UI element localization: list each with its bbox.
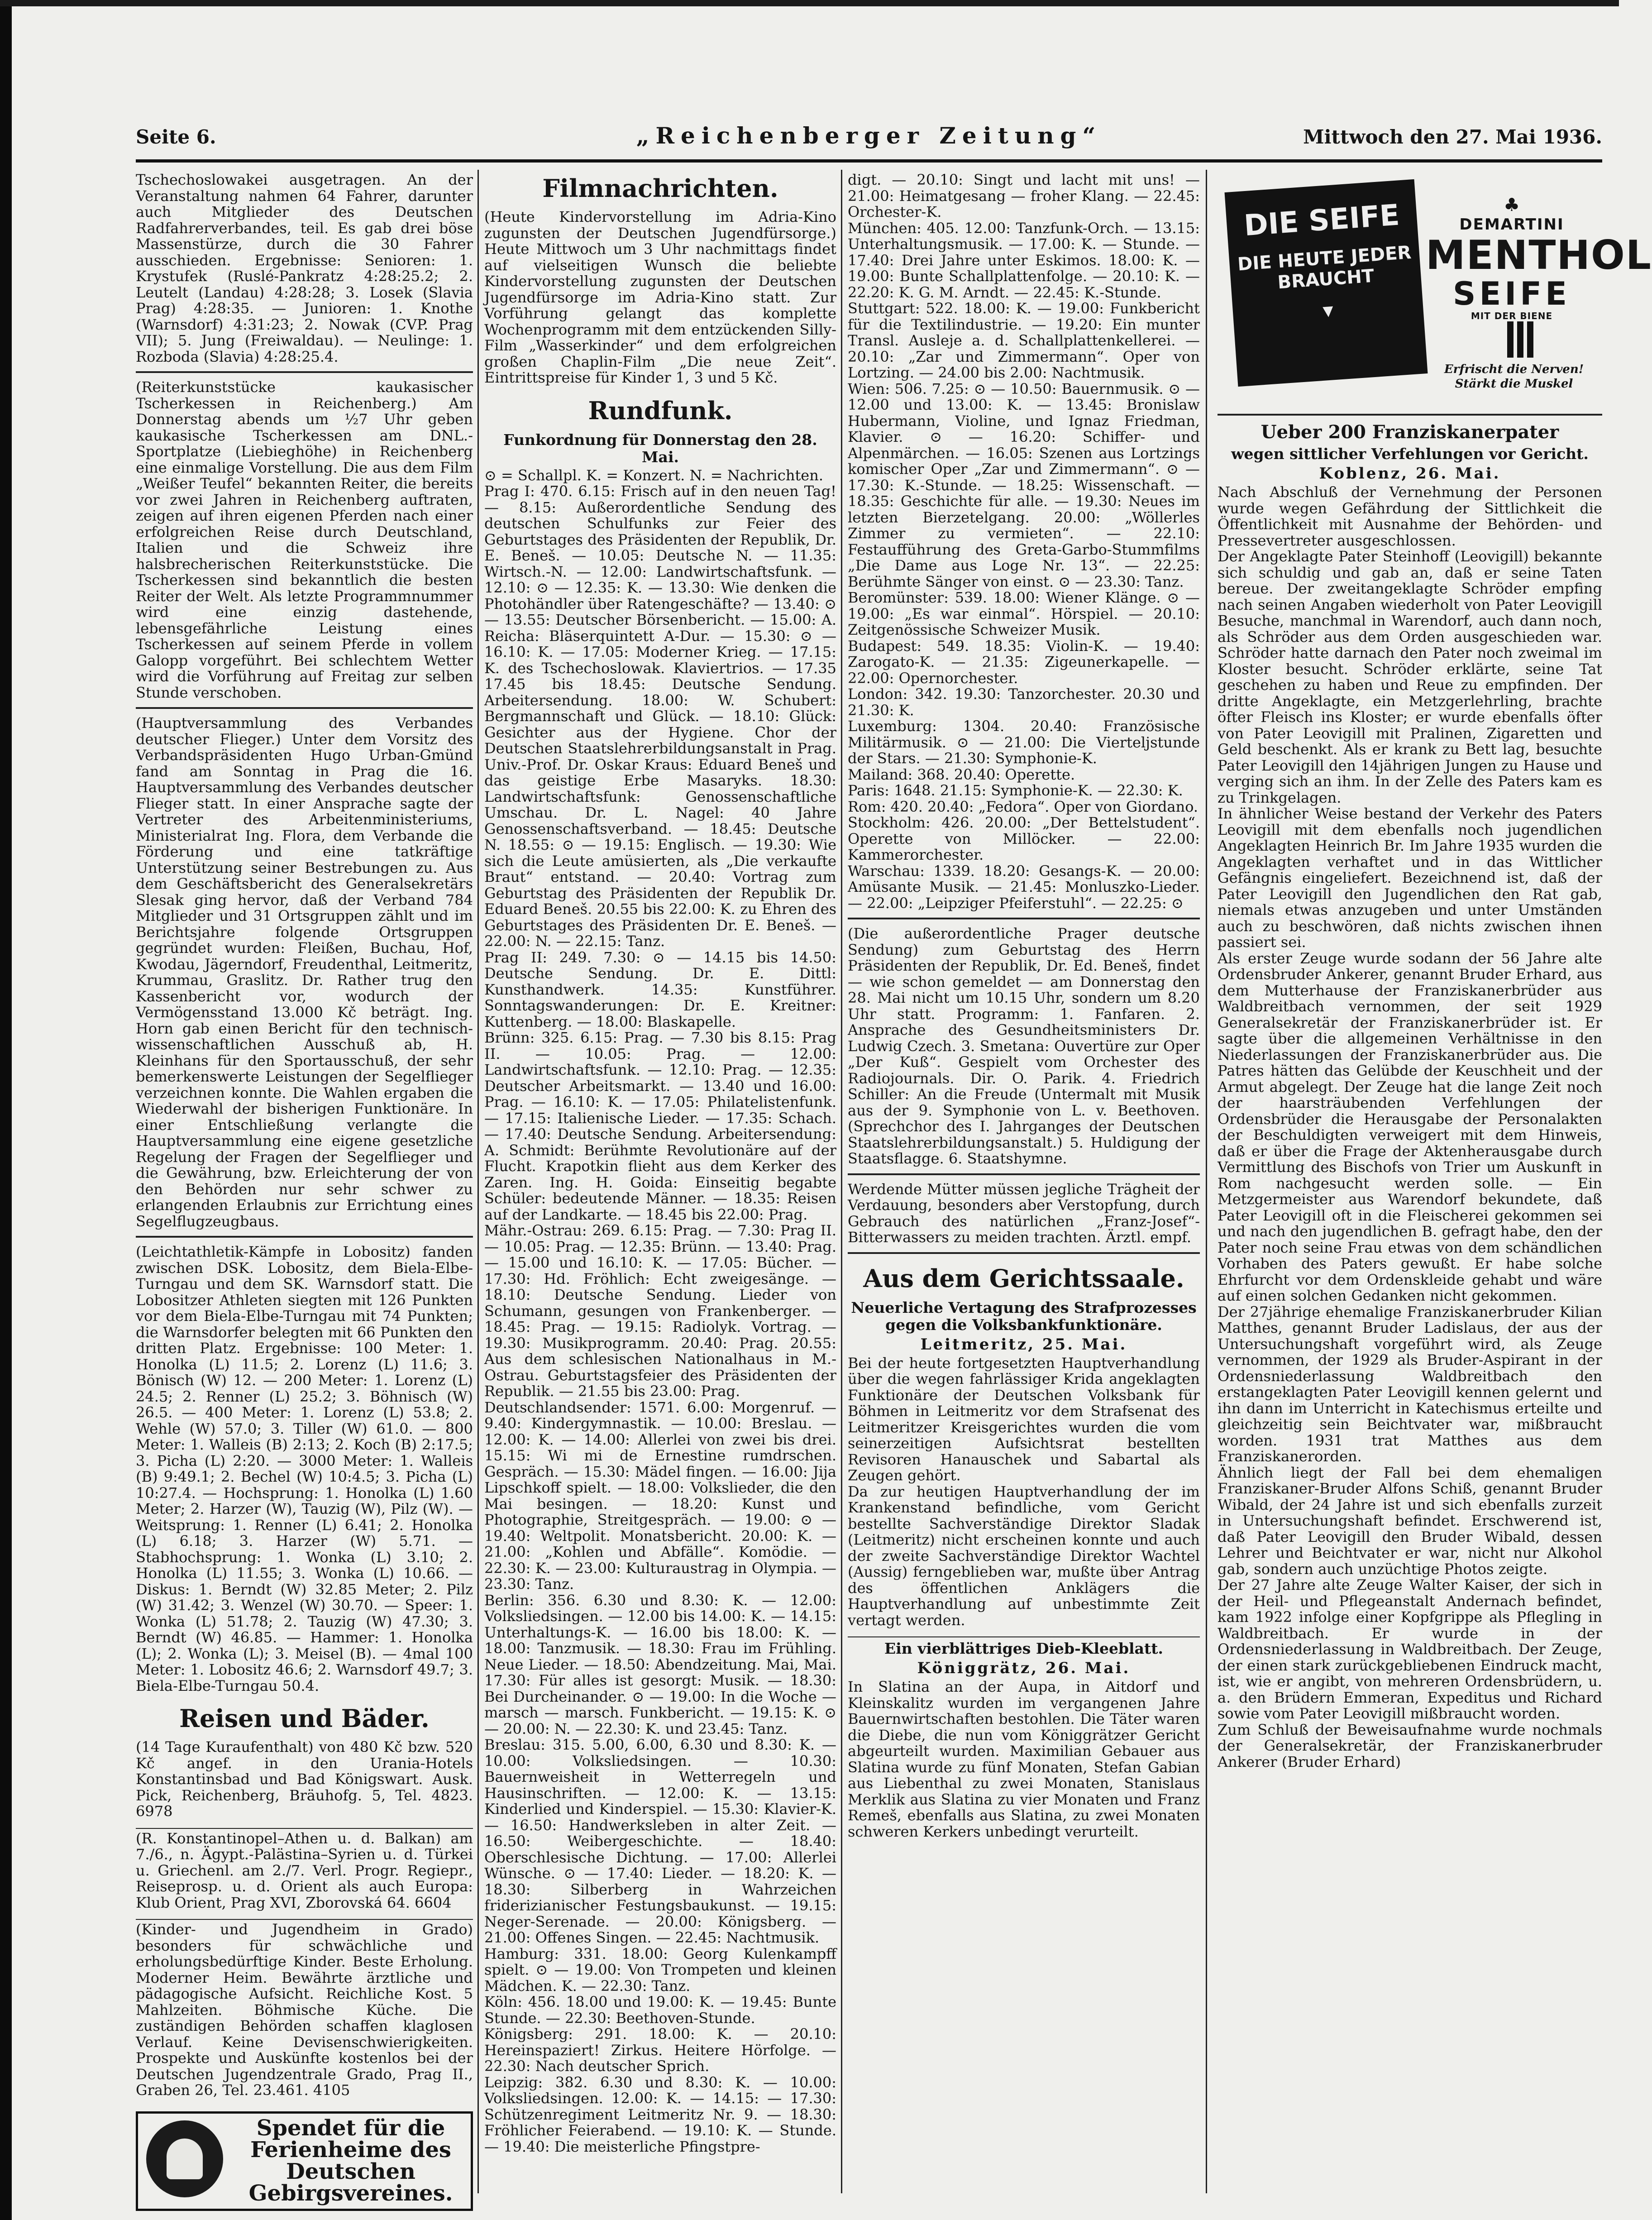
- article-paragraph: Der 27jährige ehemalige Franziskanerbruder Kilian Matthes, genannt Bruder Ladislaus, der aus der Untersuchungshaft vorgeführt wird, als Zeuge vernommen, der 1929 als Bruder-Aspirant in der Ordensniederlassung Waldbreitbach den erstangeklagten Pater Leovigill kennen gelernt und ihn dann im Unterricht in Katechismus erteilte und gleichzeitig sein Beichtvater war, mißbraucht worden. 1931 trat Matthes aus dem Franziskanerorden.: [1218, 1303, 1602, 1465]
- article-subheadline: wegen sittlicher Verfehlungen vor Gericht.: [1231, 445, 1589, 463]
- header-rule: [136, 159, 1602, 163]
- page-number: Seite 6.: [136, 126, 216, 148]
- article-paragraph: Nach Abschluß der Vernehmung der Personen wurde wegen Gefährdung der Sittlichkeit die Öffentlichkeit mit Ausnahme der Behörden- und Pressevertreter ausgeschlossen.: [1218, 483, 1602, 549]
- separator: [136, 1919, 473, 1920]
- radio-station-luxemburg: Luxemburg: 1304. 20.40: Französische Militärmusik. ⊙ — 21.00: Die Vierteljstunde der Stars. — 21.30: Symphonie-K.: [848, 718, 1200, 767]
- article-paragraph: Ähnlich liegt der Fall bei dem ehemaligen Franziskaner-Bruder Alfons Schiß, genannt Bruder Wibald, der 24 Jahre ist und sich ebenfalls zurzeit in Untersuchungshaft befindet. Erschwerend ist, daß Pater Leovigill den Bruder Wibald, dessen Lehrer und Beichtvater er war, nicht nur Alkohol gab, sondern auch unzüchtige Photos zeigte.: [1218, 1464, 1602, 1578]
- radio-station-deutschlandsender: Deutschlandsender: 1571. 6.00: Morgenruf. — 9.40: Kindergymnastik. — 10.00: Breslau. — 12.00: K. — 14.00: Allerlei von zwei bis drei. 15.15: Wi mi de Ernestine rumdrschen. Gespräch. — 15.30: Mädel fingen. — 16.00: Jija Lipschkoff spielt. — 18.00: Volkslieder, die den Mai besingen. — 18.20: Kunst und Photographie, Streitgespräch. — 19.00: ⊙ — 19.40: Weltpolit. Monatsbericht. 20.00: K. — 21.00: „Kohlen und Abfälle“. Komödie. — 22.30: K. — 23.00: Kulturaustrag in Olympia. — 23.30: Tanz.: [484, 1398, 836, 1593]
- edelweiss-emblem-icon: [146, 2120, 223, 2197]
- brand-maker: DEMARTINI: [1459, 215, 1564, 234]
- radio-station-stockholm: Stockholm: 426. 20.00: „Der Bettelstudent“. Operette von Millöcker. — 22.00: Kammerorchester.: [848, 814, 1200, 863]
- arrow-down-icon: ▼: [1322, 303, 1334, 320]
- article-headline: Ein vierblättriges Dieb-Kleeblatt.: [884, 1640, 1163, 1657]
- gebirgsverein-ad: [136, 2111, 473, 2211]
- section-heading-court: Aus dem Gerichtssaale.: [863, 1263, 1184, 1293]
- article-paragraph: Als erster Zeuge wurde sodann der 56 Jahre alte Ordensbruder Ankerer, genannt Bruder Erhard, aus dem Mutterhause der Franziskanerbrüder aus Waldbreitbach vernommen, der seit 1929 Generalsekretär der Franziskanerbrüder ist. Er sagte über die allgemeinen Verhältnisse in den Niederlassungen der Franziskanerbrüder aus. Die Patres hätten das Gelübde der Keuschheit und der Armut abgelegt. Der Zeuge hat die lange Zeit noch der haarsträubenden Verfehlungen der Ordensbrüder die Herausgabe der Personalakten der Beschuldigten verweigert mit dem Hinweis, daß er über die Frage der Aktenherausgabe durch Vermittlung des Bischofs von Trier um Auskunft in Rom nachgesucht werden solle. — Ein Metzgermeister aus Warendorf bekundete, daß Pater Leovigill oft in die Fleischerei gekommen sei und nach den jugendlichen B. gefragt habe, den der Pater noch seine Frau etwas von dem schändlichen Vorhaben des Paters gewußt. Er habe solche Ehrfurcht vor dem Ordenskleide gehabt und wäre auf einen solchen Gedanken nicht gekommen.: [1218, 949, 1602, 1304]
- radio-station-koeln: Köln: 456. 18.00 und 19.00: K. — 19.45: Bunte Stunde. — 22.30: Beethoven-Stunde.: [484, 1993, 836, 2027]
- radio-station-beromuenster: Beromünster: 539. 18.00: Wiener Klänge. ⊙ — 19.00: „Es war einmal“. Hörspiel. — 20.10: Zeitgenössische Schweizer Musik.: [848, 589, 1200, 638]
- classified-ad: (Kinder- und Jugendheim in Grado) besonders für schwächliche und erholungsbedürftige Kinder. Beste Erholung. Moderner Heim. Bewährte ärztliche und pädagogische Aufsicht. Reichliche Kost. 5 Mahlzeiten. Böhmische Küche. Die zuständigen Behörden schaffen klaglosen Verlauf. Keine Devisenschwierigkeiten. Prospekte und Auskünfte kostenlos bei der Deutschen Jugendzentrale Grado, Prag II., Graben 26, Tel. 23.461. 4105: [136, 1921, 473, 2099]
- ad-text: Spendet für die Ferienheime des Deutschen Gebirgsvereines.: [248, 2115, 453, 2206]
- column-3: [848, 172, 1200, 2202]
- classified-ad: (R. Konstantinopel–Athen u. d. Balkan) am 7./6., n. Ägypt.-Palästina–Syrien u. d. Türkei u. Griechenl. am 2./7. Verl. Progr. Regiepr., Reiseprosp. u. d. Orient als auch Europa: Klub Orient, Prag XVI, Zborovská 64. 6604: [136, 1829, 473, 1911]
- article-cycling: Tschechoslowakei ausgetragen. An der Veranstaltung nahmen 64 Fahrer, darunter auch Mitglieder des Deutschen Radfahrerverbandes, teil. Es gab drei böse Massenstürze, durch die 30 Fahrer ausschieden. Ergebnisse: Senioren: 1. Krystufek (Ruslé-Pankratz 4:28:25.2; 2. Leutelt (Landau) 4:28:28; 3. Losek (Slavia Prag) 4:28:35. — Junioren: 1. Knothe (Warnsdorf) 4:31:23; 2. Nowak (CVP. Prag VII); 5. Jung (Freiwaldau). — Neulinge: 1. Rozboda (Slavia) 4:28:25.4.: [136, 171, 473, 365]
- ad-tagline: Erfrischt die Nerven! Stärkt die Muskel: [1444, 363, 1584, 391]
- radio-station-paris: Paris: 1648. 21.15: Symphonie-K. — 22.30: K.: [848, 782, 1183, 799]
- radio-continued: digt. — 20.10: Singt und lacht mit uns! — 21.00: Heimatgesang — froher Klang. — 22.45: Orchester-K.: [848, 171, 1200, 220]
- separator: [136, 1236, 473, 1238]
- separator: [848, 918, 1200, 919]
- article-sondersendung: (Die außerordentliche Prager deutsche Sendung) zum Geburtstag des Herrn Präsidenten der Republik, Dr. Ed. Beneš, findet — wie schon gemeldet — am Donnerstag den 28. Mai nicht um 10.15 Uhr, sondern um 8.20 Uhr statt. Programm: 1. Fanfaren. 2. Ansprache des Gesundheitsministers Dr. Ludwig Czech. 3. Smetana: Ouvertüre zur Oper „Der Kuß“. Gespielt vom Orchester des Radiojournals. Dir. O. Parik. 4. Friedrich Schiller: An die Freude (Untermalt mit Musik aus der 9. Symphonie von L. v. Beethoven. (Sprechchor des I. Jahrganges der Deutschen Staatslehrerbildungsanstalt.) 5. Huldigung der Staatsflagge. 6. Staatshymne.: [848, 925, 1200, 1167]
- menthol-soap-ad: [1218, 172, 1652, 407]
- article-paragraph: Der 27 Jahre alte Zeuge Walter Kaiser, der sich in der Heil- und Pflegeanstalt Andernach befindet, kam 1922 infolge einer Kopfgrippe als Pflegling in Waldbreitbach. Er wurde in der Ordensniederlassung in Waldbreitbach. Der Zeuge, der einen stark zurückgebliebenen Eindruck macht, ist, wie er angibt, von mehreren Ordensbrüdern, u. a. den Brüdern Emmeran, Expeditus und Richard sowie vom Pater Leovigill mißbraucht worden.: [1218, 1576, 1602, 1722]
- article-paragraph: Da zur heutigen Hauptverhandlung der im Krankenstand befindliche, vom Gericht bestellte Sachverständige Direktor Sladak (Leitmeritz) nicht erscheinen konnte und auch der zweite Sachverständige Direktor Wachtel (Aussig) ferngeblieben war, mußte über Antrag des öffentlichen Anklägers die Hauptverhandlung auf unbestimmte Zeit vertagt werden.: [848, 1483, 1200, 1629]
- radio-station-koenigsberg: Königsberg: 291. 18.00: K. — 20.10: Hereinspaziert! Zirkus. Heitere Hörfolge. — 22.30: Nach deutscher Sprich.: [484, 2025, 836, 2075]
- radio-legend: ⊙ = Schallpl. K. = Konzert. N. = Nachrichten.: [484, 466, 824, 484]
- column-divider: [841, 170, 842, 2193]
- article-paragraph: In Slatina an der Aupa, in Aitdorf und Kleinskalitz wurden im vergangenen Jahre Bauernwirtschaften bestohlen. Die Täter waren die Diebe, die nun vom Königgrätzer Gericht abgeurteilt wurden. Maximilian Gebauer aus Slatina wurde zu fünf Monaten, Stefan Gabian aus Liebenthal zu zwei Monaten, Stanislaus Merklik aus Slatina zu vier Monaten und Franz Remeš, ebenfalls aus Slatina, zu zwei Monaten schweren Kerkers unbedingt verurteilt.: [848, 1678, 1200, 1840]
- ad-bitterwasser: Werdende Mütter müssen jegliche Trägheit der Verdauung, besonders aber Verstopfung, durch Gebrauch des natürlichen „Franz-Josef“-Bitterwassers zu meiden trachten. Ärztl. empf.: [848, 1180, 1200, 1246]
- radio-station-prag1: Prag I: 470. 6.15: Frisch auf in den neuen Tag! — 8.15: Außerordentliche Sendung des deutschen Schulfunks zur Feier des Geburtstages des Präsidenten der Republik, Dr. E. Beneš. — 10.05: Deutsche N. — 11.35: Wirtsch.-N. — 12.00: Landwirtschaftsfunk. — 12.10: ⊙ — 12.35: K. — 13.30: Wie denken die Photohändler über Ratengeschäfte? — 13.40: ⊙ — 13.55: Deutscher Börsenbericht. — 15.00: A. Reicha: Bläserquintett A-Dur. — 15.30: ⊙ — 16.10: K. — 17.05: Moderner Krieg. — 17.15: K. des Tschechoslowak. Klaviertrios. — 17.35 17.45 bis 18.45: Deutsche Sendung. Arbeitersendung. 18.00: W. Schubert: Bergmannschaft und Glück. — 18.10: Glück: Gesichter aus der Hygiene. Chor der Deutschen Staatslehrerbildungsanstalt in Prag. Univ.-Prof. Dr. Oskar Kraus: Eduard Beneš und das geistige Erbe Masaryks. 18.30: Landwirtschaftsfunk: Genossenschaftliche Umschau. Dr. L. Nagel: 40 Jahre Genossenschaftsverband. — 18.45: Deutsche N. 18.55: ⊙ — 19.15: Englisch. — 19.30: Wie sich die Leute amüsierten, als „Die verkaufte Braut“ entstand. — 20.40: Vortrag zum Geburtstag des Präsidenten der Republik Dr. Eduard Beneš. 20.55 bis 22.00: K. zu Ehren des Geburtstages des Präsidenten Dr. E. Beneš. — 22.00: N. — 22.15: Tanz.: [484, 483, 836, 950]
- radio-station-hamburg: Hamburg: 331. 18.00: Georg Kulenkampff spielt. ⊙ — 19.00: Von Trompeten und kleinen Mädchen. K. — 22.30: Tanz.: [484, 1945, 836, 1995]
- brand-product: MENTHOL: [1426, 232, 1652, 278]
- issue-date: Mittwoch den 27. Mai 1936.: [1303, 126, 1602, 148]
- section-heading-film: Filmnachrichten.: [542, 174, 778, 203]
- article-kindervorstellung: (Heute Kindervorstellung im Adria-Kino zugunsten der Deutschen Jugendfürsorge.) Heute Mittwoch um 3 Uhr nachmittags findet auf vielseitigen Wunsch die beliebte Kindervorstellung zugunsten der Deutschen Jugendfürsorge im Adria-Kino statt. Zur Vorführung gelangt das komplette Wochenprogramm mit dem entzückenden Silly-Film „Wasserkinder“ und dem erfolgreichen großen Chaplin-Film „Die neue Zeit“. Eintrittspreise für Kinder 1, 3 und 5 Kč.: [484, 208, 836, 386]
- separator: [848, 1636, 1200, 1637]
- separator: [136, 707, 473, 709]
- radio-station-london: London: 342. 19.30: Tanzorchester. 20.30 und 21.30: K.: [848, 685, 1200, 719]
- article-paragraph: Zum Schluß der Beweisaufnahme wurde nochmals der Generalsekretär, der Franziskanerbruder Ankerer (Bruder Erhard): [1218, 1721, 1602, 1770]
- dateline: Leitmeritz, 25. Mai.: [920, 1335, 1127, 1354]
- article-flieger: (Hauptversammlung des Verbandes deutscher Flieger.) Unter dem Vorsitz des Verbandspräsidenten Hugo Urban-Gmünd fand am Sonntag in Prag die 16. Hauptversammlung des Verbandes deutscher Flieger statt. In einer Ansprache sagte der Vertreter des Arbeitenministeriums, Ministerialrat Ing. Flora, dem Verbande die Förderung und eine tatkräftige Unterstützung seiner Bestrebungen zu. Aus dem Geschäftsbericht des Generalsekretärs Slesak ging hervor, daß der Verband 784 Mitglieder und 31 Ortsgruppen zählt und im Berichtsjahre folgende Ortsgruppen gegründet wurden: Fleißen, Buchau, Hof, Kwodau, Jägerndorf, Freudenthal, Leitmeritz, Krummau, Graslitz. Dr. Rather trug den Kassenbericht vor, wodurch der Vermögensstand 13.000 Kč beträgt. Ing. Horn gab einen Bericht für den technisch-wissenschaftlichen Ausschuß ab, H. Kleinhans für den Sportausschuß, der sehr bemerkenswerte Leistungen der Segelflieger verzeichnen konnte. Die Wahlen ergaben die Wiederwahl der bisherigen Funktionäre. In einer Entschließung verlangte die Hauptversammlung eine eigene gesetzliche Regelung der Fragen der Segelflieger und die Gewährung, bzw. Erleichterung der von den Behörden nur sehr schwer zu erlangenden Erlaubnis zur Errichtung eines Segelflugzeugbaus.: [136, 714, 473, 1230]
- separator: [1218, 414, 1602, 416]
- column-1: [136, 171, 473, 2206]
- page-header: [136, 122, 1602, 154]
- separator: [848, 1252, 1200, 1254]
- section-heading-travel: Reisen und Bäder.: [179, 1704, 430, 1733]
- scan-edge-top: [0, 0, 1619, 6]
- article-paragraph: Bei der heute fortgesetzten Hauptverhandlung über die wegen fahrlässiger Krida angeklagten Funktionäre der Deutschen Volksbank für Böhmen in Leitmeritz vor dem Strafsenat des Leitmeritzer Kreisgerichtes wurden die vom seinerzeitigen Aufsichtsrat bestellten Revisoren Hanauschek und Sabartal als Zeugen gehört.: [848, 1354, 1200, 1484]
- column-4: [1218, 172, 1652, 2202]
- brand-note: MIT DER BIENE: [1471, 311, 1553, 321]
- ad-dark-panel: [1225, 179, 1428, 387]
- radio-station-mailand: Mailand: 368. 20.40: Operette.: [848, 766, 1075, 783]
- dateline: Königgrätz, 26. Mai.: [917, 1659, 1131, 1677]
- separator: [848, 1173, 1200, 1175]
- radio-schedule-title: Funkordnung für Donnerstag den 28. Mai.: [503, 431, 817, 466]
- column-divider: [477, 170, 479, 2193]
- ad-brand: [1426, 195, 1652, 321]
- dateline: Koblenz, 26. Mai.: [1319, 464, 1501, 483]
- radio-station-breslau: Breslau: 315. 5.00, 6.00, 6.30 und 8.30: K. — 10.00: Volksliedsingen. — 10.30: Bauernweisheit in Wetterregeln und Hausinschriften. — 12.00: K. — 13.15: Kinderlied und Kinderspiel. — 15.30: Klavier-K. — 16.50: Handwerksleben in alter Zeit. — 16.50: Weibergeschichte. — 18.40: Oberschlesische Dichtung. — 17.00: Allerlei Wünsche. ⊙ — 17.40: Lieder. — 18.20: K. — 18.30: Silberberg in Wahrzeichen friderizianischer Festungsbaukunst. — 19.15: Neger-Serenade. — 20.00: Königsberg. — 21.00: Offenes Singen. — 22.45: Nachtmusik.: [484, 1736, 836, 1946]
- radio-station-ostrau: Mähr.-Ostrau: 269. 6.15: Prag. — 7.30: Prag II. — 10.05: Prag. — 12.35: Brünn. — 13.40: Prag. — 15.00 und 16.10: K. — 17.05: Bücher. — 17.30: Hd. Fröhlich: Echt zweigesänge. — 18.10: Deutsche Sendung. Lieder von Schumann, gesungen von Frankenberger. — 18.45: Prag. — 19.15: Radiolyk. Vortrag. — 19.30: Musikprogramm. 20.40: Prag. 20.55: Aus dem schlesischen Nationalhaus in M.-Ostrau. Geburtstagsfeier des Präsidenten der Republik. — 21.55 bis 23.00: Prag.: [484, 1222, 836, 1400]
- section-heading-radio: Rundfunk.: [588, 396, 733, 425]
- palm-tree-icon: ♣: [1504, 195, 1520, 215]
- radio-station-muenchen: München: 405. 12.00: Tanzfunk-Orch. — 13.15: Unterhaltungsmusik. — 17.00: K. — Stunde. — 17.40: Drei Jahre unter Eskimos. 18.00: K. — 19.00: Bunte Schallplattenfolge. — 20.10: K. — 22.20: K. G. M. Arndt. — 22.45: K.-Stunde.: [848, 219, 1200, 301]
- ad-headline: DIE SEIFE: [1243, 198, 1401, 243]
- article-tscherkessen: (Reiterkunststücke kaukasischer Tscherkessen in Reichenberg.) Am Donnerstag abends um ½7 Uhr geben kaukasische Tscherkessen am DNL.-Sportplatze (Liebieghöhe) in Reichenberg eine einmalige Vorstellung. Die aus dem Film „Weißer Teufel“ bekannten Reiter, die bereits vor zwei Jahren in Reichenberg auftraten, zeigen auf ihren eigenen Pferden nach einer erfolgreichen Reise durch Deutschland, Italien und die Schweiz ihre halsbrecherischen Reiterkunststücke. Die Tscherkessen sind bekanntlich die besten Reiter der Welt. Als letzte Programmnummer wird eine einzig dastehende, lebensgefährliche Leistung eines Tscherkessen auf seinem Pferde in vollem Galopp vorgeführt. Bei schlechtem Wetter wird die Vorführung auf Freitag zur selben Stunde verschoben.: [136, 378, 473, 701]
- radio-station-leipzig: Leipzig: 382. 6.30 und 8.30: K. — 10.00: Volksliedsingen. 12.00: K. — 14.15: — 17.30: Schützenregiment Leitmeritz Nr. 9. — 18.30: Fröhlicher Feierabend. — 19.10: K. — Stunde. — 19.40: Die meisterliche Pfingstpre-: [484, 2073, 836, 2155]
- column-divider: [1206, 170, 1207, 2193]
- article-paragraph: Der Angeklagte Pater Steinhoff (Leovigill) bekannte sich schuldig und gab an, daß er seine Taten bereue. Der zweitangeklagte Schröder empfing nach seinen Angaben wiederholt von Pater Leovigill Besuche, manchmal in Warendorf, auch dann noch, als Schröder aus dem Orden ausgeschieden war. Schröder hatte darnach den Pater noch zweimal im Kloster besucht. Schröder erklärte, seine Tat geschehen zu haben und Reue zu empfinden. Der dritte Angeklagte, ein Metzgerlehrling, brachte öfter Fleisch ins Kloster; er wurde ebenfalls öfter von Pater Leovigill mit Pralinen, Zigaretten und Geld beschenkt. Als er krank zu Bett lag, besuchte Pater Leovigill den 14jährigen Jungen zu Hause und verging sich an ihm. In der Zelle des Paters kam es zu Trinkgelagen.: [1218, 548, 1602, 806]
- radio-station-prag2: Prag II: 249. 7.30: ⊙ — 14.15 bis 14.50: Deutsche Sendung. Dr. E. Dittl: Kunsthandwerk. 14.35: Kunstführer. Sonntagswanderungen: Dr. E. Kreitner: Kuttenberg. — 18.00: Blaskapelle.: [484, 948, 836, 1030]
- radio-station-warschau: Warschau: 1339. 18.20: Gesangs-K. — 20.00: Amüsante Musik. — 21.45: Monluszko-Lieder. — 22.00: „Leipziger Pfeiferstuhl“. — 22.25: ⊙: [848, 862, 1200, 912]
- brand-type: SEIFE: [1453, 275, 1571, 312]
- newspaper-title: „Reichenberger Zeitung“: [636, 122, 1102, 149]
- radio-station-berlin: Berlin: 356. 6.30 und 8.30: K. — 12.00: Volksliedsingen. — 12.00 bis 14.00: K. — 14.15: Unterhaltungs-K. — 16.00 bis 18.00: K. — 18.00: Tanzmusik. — 18.30: Frau im Frühling. Neue Lieder. — 18.50: Abendzeitung. Mai, Mai. 17.30: Für alles ist gesorgt: Musik. — 18.30: Bei Durcheinander. ⊙ — 19.00: In die Woche — marsch — marsch. Funkbericht. — 19.15: K. ⊙ — 20.00: N. — 22.30: K. und 23.45: Tanz.: [484, 1591, 836, 1737]
- article-paragraph: In ähnlicher Weise bestand der Verkehr des Paters Leovigill mit dem ebenfalls noch jugendlichen Angeklagten Heinrich Br. Im Jahre 1935 wurden die Angeklagten verhaftet und in das Wittlicher Gefängnis eingeliefert. Bezeichnend ist, daß der Pater Leovigill den Jugendlichen den Rat gab, niemals etwas anzugeben und unter Umständen auch zu beschwören, daß nichts zwischen ihnen passiert sei.: [1218, 805, 1602, 951]
- scan-edge: [0, 0, 12, 2220]
- classified-ad: (14 Tage Kuraufenthalt) von 480 Kč bzw. 520 Kč angef. in den Urania-Hotels Konstantinsbad und Bad Königswart. Ausk. Pick, Reichenberg, Bräuhofg. 5, Tel. 4823. 6978: [136, 1738, 473, 1820]
- radio-station-wien: Wien: 506. 7.25: ⊙ — 10.50: Bauernmusik. ⊙ — 12.00 und 13.00: K. — 13.45: Bronislaw Hubermann, Violine, und Ignaz Friedman, Klavier. ⊙ — 16.20: Schiffer- und Alpenmärchen. — 16.05: Szenen aus Lortzings komischer Oper „Zar und Zimmermann“. ⊙ — 17.30: K.-Stunde. — 18.25: Wissenschaft. — 18.35: Geschichte für alle. — 19.30: Neues im letzten Bierzetelgang. 20.00: „Wöllerles Zimmer zu vermieten“. — 22.10: Festaufführung des Greta-Garbo-Stummfilms „Die Dame aus Loge Nr. 13“. — 22.25: Berühmte Sänger von einst. ⊙ — 23.30: Tanz.: [848, 380, 1200, 590]
- article-headline: Ueber 200 Franziskanerpater: [1260, 421, 1559, 443]
- article-athletics: (Leichtathletik-Kämpfe in Lobositz) fanden zwischen DSK. Lobositz, dem Biela-Elbe-Turngau und dem SK. Warnsdorf statt. Die Lobositzer Athleten siegten mit 126 Punkten vor dem Biela-Elbe-Turngau mit 74 Punkten; die Warnsdorfer belegten mit 66 Punkten den dritten Platz. Ergebnisse: 100 Meter: 1. Honolka (L) 11.5; 2. Lorenz (L) 11.6; 3. Bönisch (W) 12. — 200 Meter: 1. Lorenz (L) 24.5; 2. Renner (L) 25.2; 3. Böhnisch (W) 26.5. — 400 Meter: 1. Lorenz (L) 53.8; 2. Wehle (W) 57.0; 3. Tiller (W) 61.0. — 800 Meter: 1. Walleis (B) 2:13; 2. Koch (B) 2:17.5; 3. Picha (L) 2:20. — 3000 Meter: 1. Walleis (B) 9:49.1; 2. Bechel (W) 10:4.5; 3. Picha (L) 10:27.4. — Hochsprung: 1. Honolka (L) 1.60 Meter; 2. Harzer (W), Tauzig (W), Pilz (W). — Weitsprung: 1. Renner (L) 6.41; 2. Honolka (L) 6.18; 3. Harzer (W) 5.71. — Stabhochsprung: 1. Wonka (L) 3.10; 2. Honolka (L) 11.55; 3. Wonka (L) 10.66. — Diskus: 1. Berndt (W) 32.85 Meter; 2. Pilz (W) 31.42; 3. Wenzel (W) 30.70. — Speer: 1. Wonka (L) 51.78; 2. Tauzig (W) 47.30; 3. Berndt (W) 46.85. — Hammer: 1. Honolka (L); 2. Wonka (L); 3. Meisel (B). — 4mal 100 Meter: 1. Lobositz 46.6; 2. Warnsdorf 49.7; 3. Biela-Elbe-Turngau 50.4.: [136, 1243, 473, 1694]
- ad-subline: DIE HEUTE JEDER BRAUCHT: [1237, 242, 1412, 293]
- radio-station-bruenn: Brünn: 325. 6.15: Prag. — 7.30 bis 8.15: Prag II. — 10.05: Prag. — 12.00: Landwirtschaftsfunk. — 12.10: Prag. — 12.35: Deutscher Arbeitsmarkt. — 13.40 und 16.00: Prag. — 16.10: K. — 17.05: Philatelistenfunk. — 17.15: Italienische Lieder. — 17.35: Schach. — 17.40: Deutsche Sendung. Arbeitersendung: A. Schmidt: Berühmte Revolutionäre auf der Flucht. Krapotkin flieht aus dem Kerker des Zaren. Ing. H. Goida: Einseitig begabte Schüler: bedeutende Männer. — 18.35: Reisen auf der Landkarte. — 18.45 bis 22.00: Prag.: [484, 1029, 836, 1223]
- article-headline: Neuerliche Vertagung des Strafprozesses gegen die Volksbankfunktionäre.: [851, 1298, 1197, 1334]
- soap-bars-icon: [1507, 321, 1514, 358]
- separator: [136, 371, 473, 373]
- radio-station-rom: Rom: 420. 20.40: „Fedora“. Oper von Giordano.: [848, 798, 1198, 815]
- column-2: [484, 172, 836, 2202]
- radio-station-stuttgart: Stuttgart: 522. 18.00: K. — 19.00: Funkbericht für die Textilindustrie. — 19.20: Ein munter Transl. Ausleje a. d. Schallplattenkellerei. — 20.10: „Zar und Zimmermann“. Oper von Lortzing. — 24.00 bis 2.00: Nachtmusik.: [848, 300, 1200, 381]
- separator: [136, 1828, 473, 1829]
- radio-station-budapest: Budapest: 549. 18.35: Violin-K. — 19.40: Zarogato-K. — 21.35: Zigeunerkapelle. — 22.00: Opernorchester.: [848, 637, 1200, 687]
